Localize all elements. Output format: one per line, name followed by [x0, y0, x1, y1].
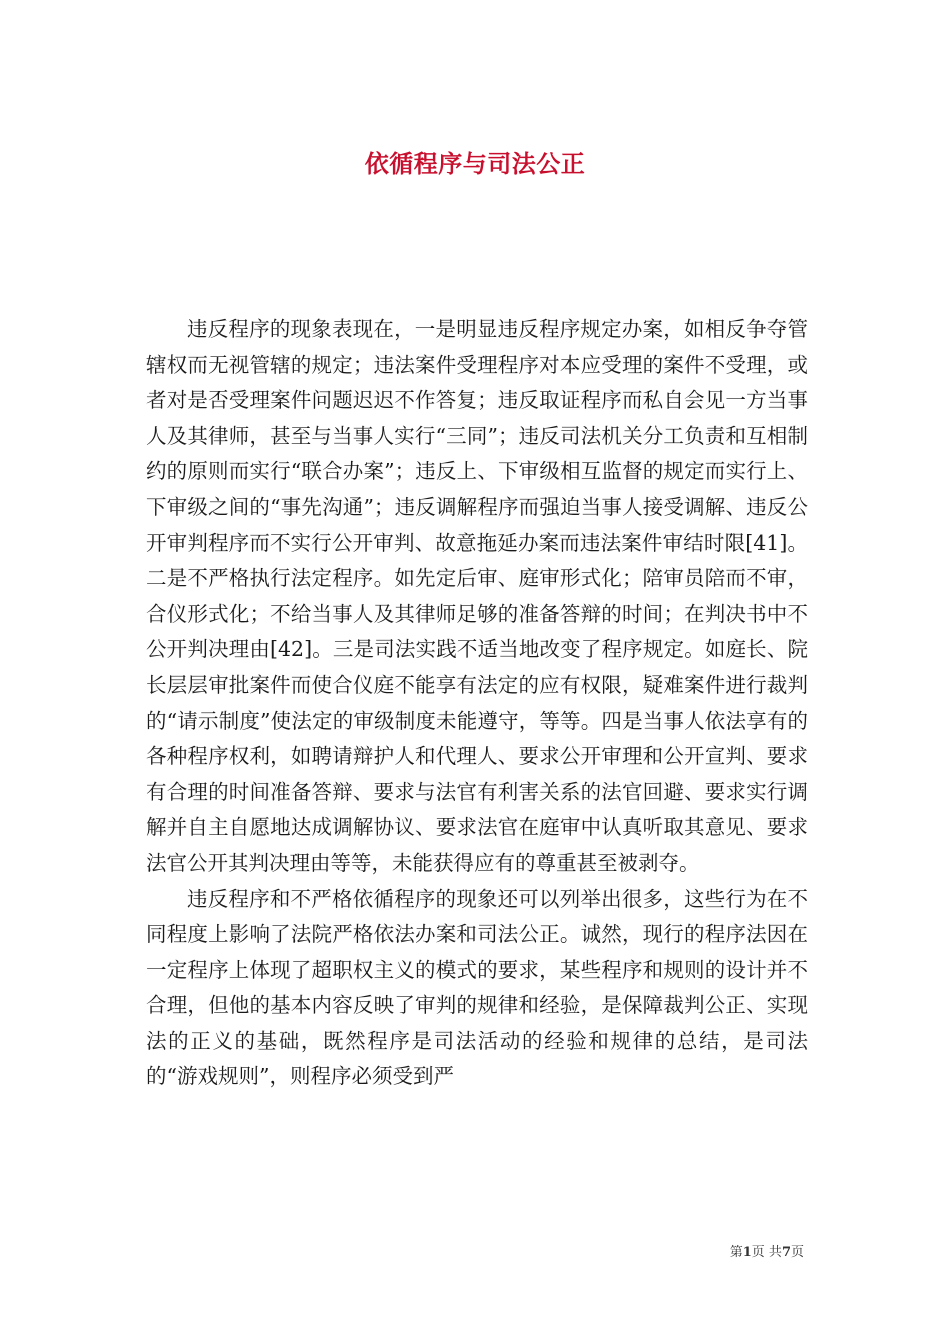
page-footer: [730, 1244, 804, 1262]
footer-current-page: 1: [742, 1245, 752, 1260]
paragraph-2: 违反程序和不严格依循程序的现象还可以列举出很多，这些行为在不同程度上影响了法院严格依法办案和司法公正。诚然，现行的程序法因在一定程序上体现了超职权主义的模式的要求，某些程序和规则的设计并不合理，但他的基本内容反映了审判的规律和经验，是保障裁判公正、实现法的正义的基础，既然程序是司法活动的经验和规律的总结，是司法的“游戏规则”，则程序必须受到严: [146, 886, 808, 1089]
footer-middle: 页 共: [751, 1245, 782, 1260]
document-body: [146, 312, 808, 1095]
footer-prefix: 第: [729, 1245, 743, 1260]
footer-suffix: 页: [790, 1245, 804, 1260]
document-title: 依循程序与司法公正: [364, 149, 586, 179]
paragraph-1: 违反程序的现象表现在，一是明显违反程序规定办案，如相反争夺管辖权而无视管辖的规定；违法案件受理程序对本应受理的案件不受理，或者对是否受理案件问题迟迟不作答复；违反取证程序而私自会见一方当事人及其律师，甚至与当事人实行“三同”；违反司法机关分工负责和互相制约的原则而实行“联合办案”；违反上、下审级相互监督的规定而实行上、下审级之间的“事先沟通”；违反调解程序而强迫当事人接受调解、违反公开审判程序而不实行公开审判、故意拖延办案而违法案件审结时限[41]。二是不严格执行法定程序。如先定后审、庭审形式化；陪审员陪而不审，合仪形式化；不给当事人及其律师足够的准备答辩的时间；在判决书中不公开判决理由[42]。三是司法实践不适当地改变了程序规定。如庭长、院长层层审批案件而使合仪庭不能享有法定的应有权限，疑难案件进行裁判的“请示制度”使法定的审级制度未能遵守，等等。四是当事人依法享有的各种程序权利，如聘请辩护人和代理人、要求公开审理和公开宣判、要求有合理的时间准备答辩、要求与法官有利害关系的法官回避、要求实行调解并自主自愿地达成调解协议、要求法官在庭审中认真听取其意见、要求法官公开其判决理由等等，未能获得应有的尊重甚至被剥夺。: [146, 317, 808, 875]
footer-total-pages: 7: [781, 1245, 791, 1260]
